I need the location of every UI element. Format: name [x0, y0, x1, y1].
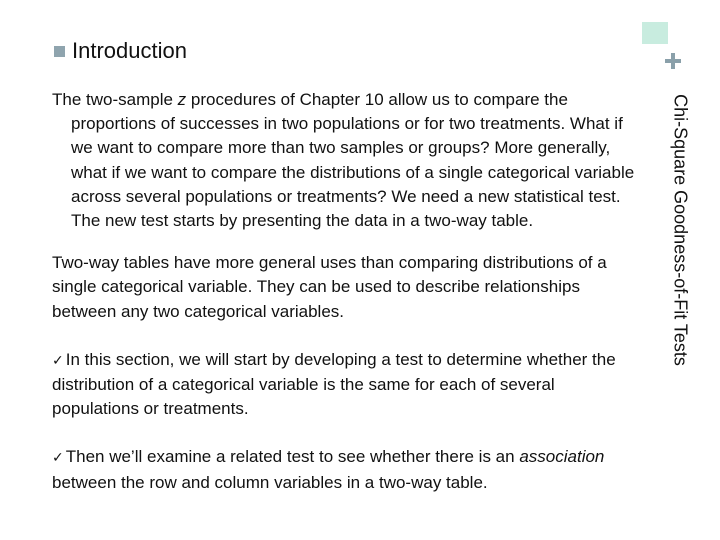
- accent-bar: [642, 22, 668, 44]
- bullet-1-text: In this section, we will start by developing a test to determine whether the distribution of a categorical variable is the same for each of several populations or treatments.: [52, 349, 616, 419]
- check-icon: ✓: [52, 352, 64, 369]
- bullet-item-1: [52, 348, 637, 422]
- plus-icon: [665, 53, 681, 69]
- intro-text-2: procedures of Chapter 10 allow us to compare the proportions of successes in two populations or for two treatments. What if we want to compare more than two samples or groups? More generally, what if we want to compare the distributions of a single categorical variable across several populations or treatments? We need a new statistical test. The new test starts by presenting the data in a two-way table.: [71, 90, 635, 231]
- bullet-2-text-1: Then we’ll examine a related test to see whether there is an: [65, 447, 520, 467]
- vertical-section-title: [666, 78, 694, 382]
- two-way-tables-paragraph: Two-way tables have more general uses than comparing distributions of a single categorical variable. They can be used to describe relationships between any two categorical variables.: [52, 253, 607, 321]
- bullet-2-text-2: between the row and column variables in a two-way table.: [52, 472, 488, 492]
- bullet-2-italic: association: [519, 447, 605, 467]
- intro-italic-z: z: [177, 90, 187, 109]
- intro-text-1: The two-sample: [52, 90, 178, 109]
- slide-body: [52, 88, 637, 495]
- bullet-item-2: [52, 445, 637, 494]
- check-icon: ✓: [52, 450, 64, 467]
- intro-paragraph: [52, 88, 637, 233]
- vertical-title-text: Chi-Square Goodness-of-Fit Tests: [670, 94, 691, 366]
- slide-title-text: Introduction: [72, 38, 187, 63]
- title-bullet-icon: [54, 46, 65, 57]
- slide-title: [54, 38, 187, 64]
